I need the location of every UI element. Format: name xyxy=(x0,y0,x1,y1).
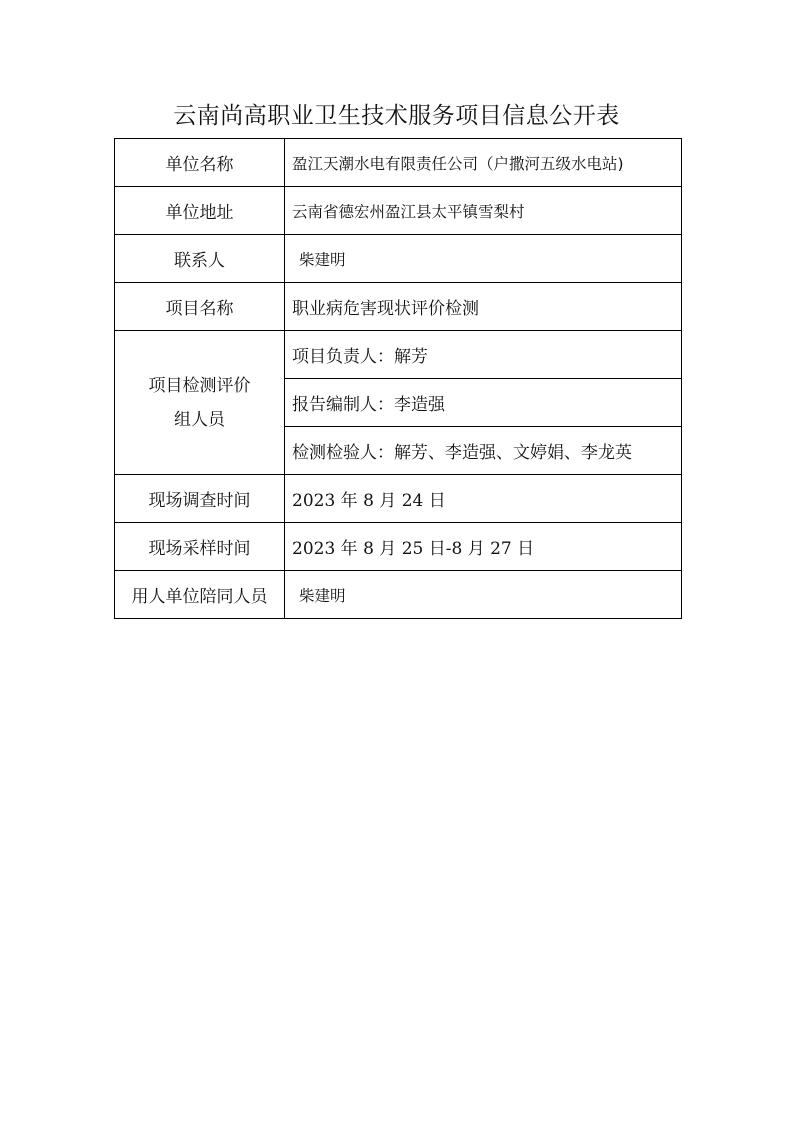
contact-label: 联系人 xyxy=(115,235,285,283)
team-label xyxy=(115,331,285,475)
unit-address-value: 云南省德宏州盈江县太平镇雪梨村 xyxy=(285,187,682,235)
table-row-unit-address xyxy=(115,187,682,235)
team-leader-value: 项目负责人：解芳 xyxy=(285,331,682,379)
sampling-time-label: 现场采样时间 xyxy=(115,523,285,571)
table-row-sampling-time xyxy=(115,523,682,571)
sampling-time-value: 2023 年 8 月 25 日-8 月 27 日 xyxy=(285,523,682,571)
team-inspectors-value: 检测检验人：解芳、李造强、文婷娟、李龙英 xyxy=(285,427,682,475)
table-row-accompany xyxy=(115,571,682,619)
survey-time-label: 现场调查时间 xyxy=(115,475,285,523)
unit-address-label: 单位地址 xyxy=(115,187,285,235)
unit-name-label: 单位名称 xyxy=(115,139,285,187)
document-title: 云南尚高职业卫生技术服务项目信息公开表 xyxy=(173,103,620,129)
project-name-label: 项目名称 xyxy=(115,283,285,331)
team-label-line1: 项目检测评价 xyxy=(148,375,251,396)
accompany-label: 用人单位陪同人员 xyxy=(115,571,285,619)
survey-time-value: 2023 年 8 月 24 日 xyxy=(285,475,682,523)
team-report-author-value: 报告编制人：李造强 xyxy=(285,379,682,427)
table-row-contact xyxy=(115,235,682,283)
unit-name-value: 盈江天潮水电有限责任公司（户撒河五级水电站) xyxy=(285,139,682,187)
table-row-project-name xyxy=(115,283,682,331)
table-row-unit-name xyxy=(115,139,682,187)
accompany-value: 柴建明 xyxy=(285,571,682,619)
info-table xyxy=(114,138,682,619)
contact-value: 柴建明 xyxy=(285,235,682,283)
project-name-value: 职业病危害现状评价检测 xyxy=(285,283,682,331)
team-label-line2: 组人员 xyxy=(174,409,225,430)
table-row-team-leader xyxy=(115,331,682,379)
table-row-survey-time xyxy=(115,475,682,523)
